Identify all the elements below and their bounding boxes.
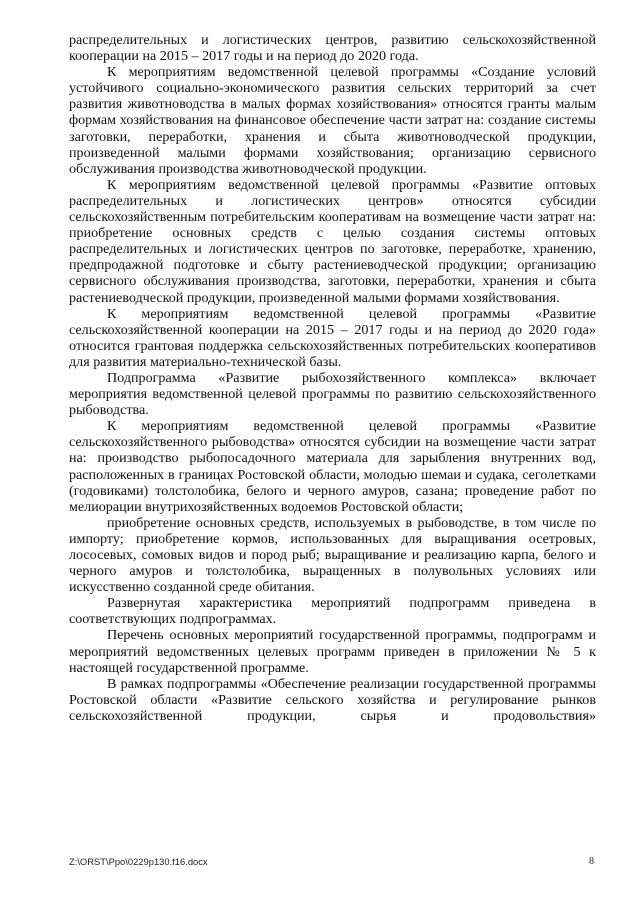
page-number: 8 — [589, 856, 594, 867]
paragraph: К мероприятиям ведомственной целевой программы «Развитие оптовых распределительных и логистических центров» относятся субсидии сельскохозяйственным потребительским кооперативам на возмещение части затрат на: приобретение основных средств с целью создания системы оптовых распределительных и логистических центров по заготовке, переработке, хранению, предпродажной подготовке и сбыту растениеводческой продукции; организацию сервисного обслуживания производства, заготовки, переработки, хранения и сбыта растениеводческой продукции, произведенной малыми формами хозяйствования. — [69, 176, 596, 306]
paragraph: К мероприятиям ведомственной целевой программы «Развитие сельскохозяйственного рыбоводства» относятся субсидии на возмещение части затрат на: производство рыбопосадочного материала для зарыбления внутренних вод, расположенных в границах Ростовской области, молодью шемаи и судака, сеголетками (годовиками) толстолобика, белого и черного амуров, сазана; проведение работ по мелиорации внутрихозяйственных водоемов Ростовской области; — [69, 418, 596, 515]
paragraph: К мероприятиям ведомственной целевой программы «Развитие сельскохозяйственной кооперации на 2015 – 2017 годы и на период до 2020 года» относится грантовая поддержка сельскохозяйственных потребительских кооперативов для развития материально-технической базы. — [69, 305, 596, 370]
paragraph: Перечень основных мероприятий государственной программы, подпрограмм и мероприятий ведомственных целевых программ приведен в приложении № 5 к настоящей государственной программе. — [69, 627, 596, 676]
paragraph-continues: В рамках подпрограммы «Обеспечение реализации государственной программы Ростовской области «Развитие сельского хозяйства и регулирование рынков сельскохозяйственной продукции, сырья и продовольствия» — [69, 675, 596, 724]
paragraph: приобретение основных средств, используемых в рыбоводстве, в том числе по импорту; приобретение кормов, использованных для выращивания осетровых, лососевых, сомовых видов и пород рыб; выращивание и реализацию карпа, белого и черного амуров и толстолобика, выращенных в полувольных условиях или искусственно созданной среде обитания. — [69, 514, 596, 596]
document-body — [69, 32, 596, 724]
paragraph: Подпрограмма «Развитие рыбохозяйственного комплекса» включает мероприятия ведомственной целевой программы по развитию сельскохозяйственного рыбоводства. — [69, 369, 596, 419]
paragraph: Развернутая характеристика мероприятий подпрограмм приведена в соответствующих подпрограммах. — [69, 595, 596, 628]
footer-file-path: Z:\ORST\Ppo\0229p130.f16.docx — [69, 856, 208, 867]
paragraph: К мероприятиям ведомственной целевой программы «Создание условий устойчивого социально-экономического развития сельских территорий за счет развития животноводства в малых формах хозяйствования» относятся гранты малым формам хозяйствования на финансовое обеспечение части затрат на: создание системы заготовки, переработки, хранения и сбыта животноводческой продукции, произведенной малыми формами хозяйствования; организацию сервисного обслуживания производства животноводческой продукции. — [69, 64, 596, 177]
paragraph-continuation: распределительных и логистических центров, развитию сельскохозяйственной кооперации на 2015 – 2017 годы и на период до 2020 года. — [69, 32, 596, 65]
